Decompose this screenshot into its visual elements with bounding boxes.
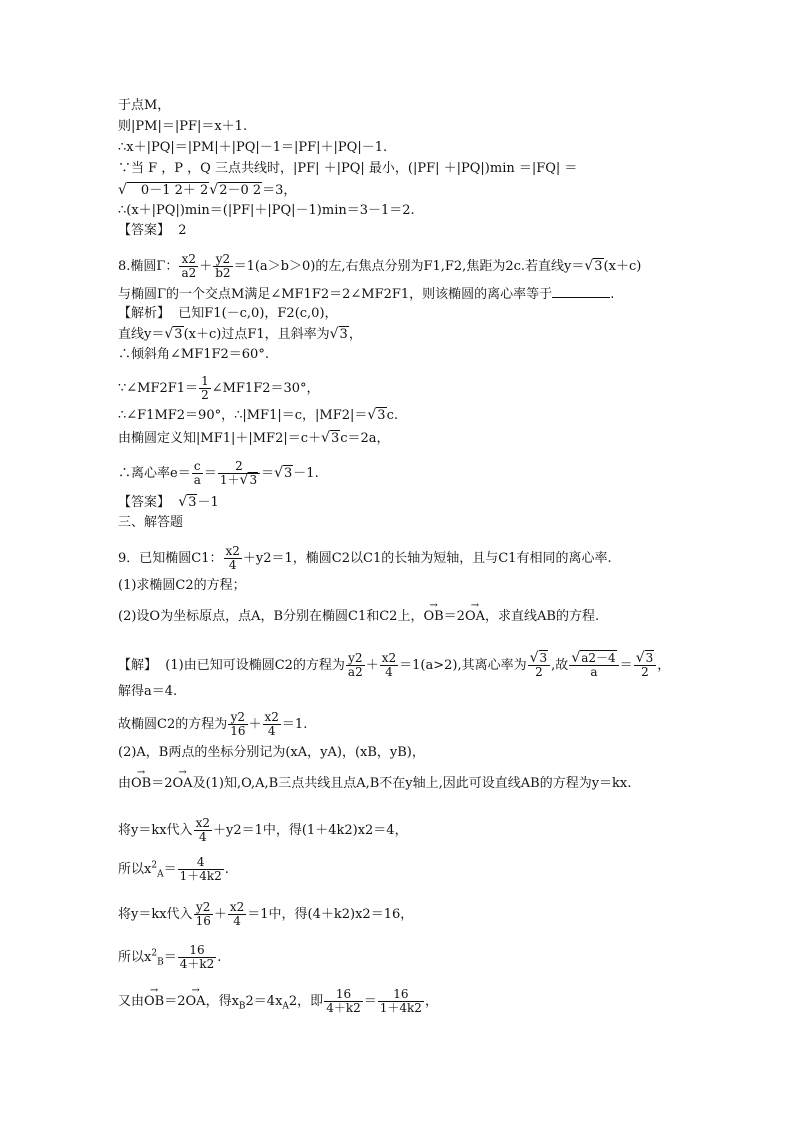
fraction: $\frac{y2}{16}$ bbox=[195, 900, 211, 928]
answer-line: 【答案】 √3－1 bbox=[118, 494, 219, 510]
solution-label: 【解】 bbox=[118, 658, 158, 673]
answer-label: 【答案】 bbox=[118, 223, 171, 238]
answer-blank bbox=[552, 285, 610, 298]
formula-line: √ 0－1 2＋ 2√2－0 2＝3， bbox=[118, 182, 297, 198]
text-line: ∴x＋|PQ|＝|PM|＋|PQ|－1＝|PF|＋|PQ|－1. bbox=[118, 140, 388, 155]
vector: → OA bbox=[173, 776, 193, 792]
vector: → OB bbox=[144, 994, 164, 1010]
vector: → OA bbox=[186, 994, 206, 1010]
solution-label: 【解析】 bbox=[118, 306, 171, 321]
section-heading: 三、解答题 bbox=[118, 515, 184, 530]
fraction: $\frac{x2}{4}$ bbox=[381, 651, 397, 679]
fraction: $\frac{x2}{4}$ bbox=[195, 816, 210, 844]
fraction: $\frac{2}{1+√3}$ bbox=[218, 460, 260, 487]
solution-line: 解得a＝4. bbox=[118, 684, 178, 699]
answer-label: 【答案】 bbox=[118, 495, 171, 510]
solution-line: ∵∠MF2F1＝ $\frac{1}{2}$ ∠MF1F2＝30°， bbox=[118, 374, 320, 402]
vector: → OA bbox=[465, 609, 485, 625]
fraction: $\frac{y2}{b2}$ bbox=[215, 252, 231, 280]
solution-line: 【解】 (1)由已知可设椭圆C2的方程为 $\frac{y2}{a2}$ ＋ $\frac{x2}{4}$ ＝1(a>2),其离心率为 $\frac{√3}{2}$ ,故 $\frac{√a2-4}{a}$ ＝ $\frac{√3}{2}$ ， bbox=[118, 650, 671, 679]
solution-line: 所以$x^2_B=$ $\frac{16}{4+k2}$ . bbox=[118, 943, 222, 971]
fraction: $\frac{√3}{2}$ bbox=[634, 652, 657, 679]
fraction: $\frac{√a2-4}{a}$ bbox=[569, 652, 618, 679]
answer-value: 2 bbox=[178, 223, 187, 238]
fraction: $\frac{16}{4+k2}$ bbox=[179, 943, 215, 971]
sqrt-expression: √ 0－1 2＋ 2 bbox=[118, 182, 209, 198]
fraction: $\frac{x2}{a2}$ bbox=[181, 252, 197, 280]
solution-line: 直线y＝√3(x＋c)过点F1，且斜率为√3， bbox=[118, 326, 362, 342]
solution-line: ∴离心率e＝ $\frac{c}{a}$ ＝ $\frac{2}{1+√3}$ ＝√3－1. bbox=[118, 459, 319, 488]
vector: → OB bbox=[423, 609, 443, 625]
question-8-line-2: 与椭圆Γ的一个交点M满足∠MF1F2＝2∠MF2F1，则该椭圆的离心率等于 . bbox=[118, 287, 615, 302]
solution-line: 又由→ OB＝2→ OA，得$x_B2=4x_A2$，即 $\frac{16}{4+k2}$ ＝ $\frac{16}{1+4k2}$ ， bbox=[118, 988, 438, 1015]
solution-line: 【解析】 已知F1(－c,0)，F2(c,0)， bbox=[118, 306, 338, 321]
solution-line: (2)A，B两点的坐标分别记为(xA，yA)，(xB，yB)， bbox=[118, 745, 425, 760]
fraction: $\frac{√3}{2}$ bbox=[528, 652, 551, 679]
fraction: $\frac{x2}{4}$ bbox=[229, 900, 245, 928]
text-line: ∵当 F ，P ，Q 三点共线时，|PF| ＋|PQ| 最小，(|PF| ＋|PQ|)min ＝|FQ| ＝ bbox=[118, 161, 578, 176]
text-line: ∴(x＋|PQ|)min＝(|PF|＋|PQ|－1)min＝3－1＝2. bbox=[118, 203, 415, 218]
text-line: 于点M， bbox=[118, 98, 171, 113]
solution-line: ∴∠F1MF2＝90°，∴|MF1|＝c，|MF2|＝√3c. bbox=[118, 407, 398, 423]
fraction: $\frac{16}{4+k2}$ bbox=[326, 987, 361, 1015]
answer-line bbox=[118, 223, 187, 239]
fraction: $\frac{c}{a}$ bbox=[193, 459, 201, 487]
fraction: $\frac{1}{2}$ bbox=[201, 374, 209, 402]
solution-line: 故椭圆C2的方程为 $\frac{y2}{16}$ ＋ $\frac{x2}{4}$ ＝1. bbox=[118, 710, 308, 738]
solution-line: 由→ OB＝2→ OA及(1)知,O,A,B三点共线且点A,B不在y轴上,因此可设直线AB的方程为y＝kx. bbox=[118, 776, 631, 792]
fraction: $\frac{4}{1+4k2}$ bbox=[179, 855, 222, 883]
solution-line: 所以$x^2_A=$ $\frac{4}{1+4k2}$ . bbox=[118, 855, 229, 883]
fraction: $\frac{16}{1+4k2}$ bbox=[379, 987, 422, 1015]
text-line: 则|PM|＝|PF|＝x＋1. bbox=[118, 119, 248, 134]
solution-line: 将y＝kx代入 $\frac{x2}{4}$ ＋y2＝1中，得(1＋4k2)x2＝4， bbox=[118, 816, 408, 844]
solution-line: ∴倾斜角∠MF1F2＝60°. bbox=[118, 347, 269, 362]
question-9-line-1: 9．已知椭圆C1： $\frac{x2}{4}$ ＋y2＝1，椭圆C2以C1的长轴为短轴，且与C1有相同的离心率. bbox=[118, 544, 612, 572]
question-8-line-1: 8.椭圆Γ： $\frac{x2}{a2}$ ＋ $\frac{y2}{b2}$ ＝1(a＞b＞0)的左,右焦点分别为F1,F2,焦距为2c.若直线y＝√3(x＋c) bbox=[118, 252, 642, 280]
fraction: $\frac{y2}{a2}$ bbox=[347, 651, 363, 679]
solution-line: 由椭圆定义知|MF1|＋|MF2|＝c＋√3c＝2a， bbox=[118, 430, 390, 446]
question-9-line-3: (2)设O为坐标原点，点A，B分别在椭圆C1和C2上，→ OB＝2→ OA，求直线AB的方程. bbox=[118, 609, 599, 625]
fraction: $\frac{y2}{16}$ bbox=[230, 710, 246, 738]
fraction: $\frac{x2}{4}$ bbox=[225, 544, 240, 572]
vector: → OB bbox=[131, 776, 151, 792]
fraction: $\frac{x2}{4}$ bbox=[264, 710, 279, 738]
question-9-line-2: (1)求椭圆C2的方程； bbox=[118, 578, 246, 593]
solution-line: 将y＝kx代入 $\frac{y2}{16}$ ＋ $\frac{x2}{4}$ ＝1中，得(4＋k2)x2＝16， bbox=[118, 900, 414, 928]
